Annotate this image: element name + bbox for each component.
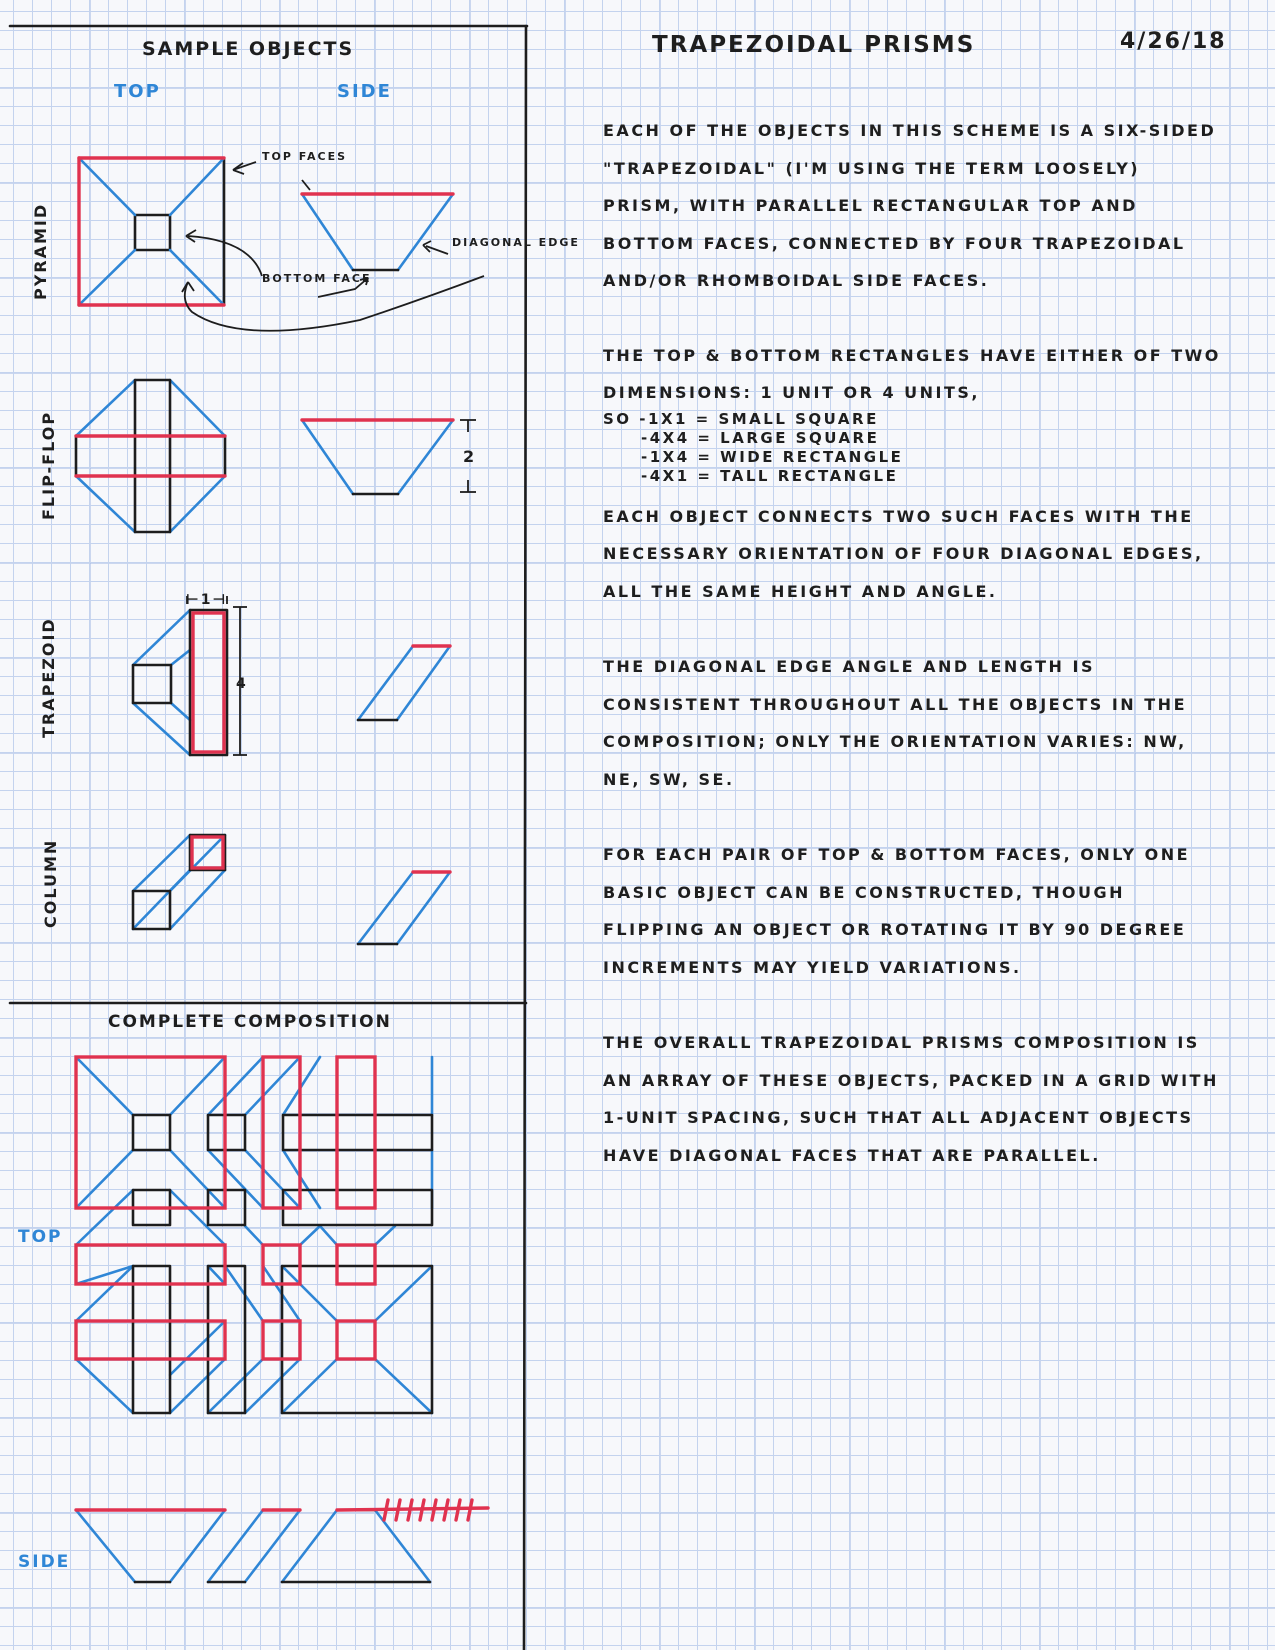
page-dividers	[10, 26, 527, 1650]
composition-top-view	[76, 1057, 432, 1413]
note-paragraph-2: THE TOP & BOTTOM RECTANGLES HAVE EITHER OF TWO DIMENSIONS: 1 UNIT OR 4 UNITS,	[603, 345, 1221, 402]
column-label-side: Side	[337, 81, 392, 102]
note-paragraph-4: THE DIAGONAL EDGE ANGLE AND LENGTH IS CONSISTENT THROUGHOUT ALL THE OBJECTS IN THE COMPOSITION; ONLY THE ORIENTATION VARIES: NW, NE, SW, SE.	[603, 657, 1187, 789]
composition-label-side: Side	[18, 1552, 71, 1572]
composition-side-view	[76, 1500, 488, 1582]
row-label-column: Column	[41, 838, 60, 928]
dimension-item: -4X1 = TALL RECTANGLE	[641, 466, 899, 485]
column-top-view	[133, 835, 225, 929]
column-side-view	[358, 872, 450, 944]
label-top-face: Top Faces	[262, 150, 348, 163]
pyramid-side-view	[302, 194, 453, 270]
label-diagonal-edge: Diagonal Edge	[452, 236, 580, 249]
width-dimension-1: ⊢1⊣	[186, 592, 228, 608]
note-paragraph-6: THE OVERALL TRAPEZOIDAL PRISMS COMPOSITION IS AN ARRAY OF THESE OBJECTS, PACKED IN A GRID WITH 1-UNIT SPACING, SUCH THAT ALL ADJACENT OBJECTS HAVE DIAGONAL FACES THAT ARE PARALLEL.	[603, 1033, 1219, 1165]
pyramid-top-view	[79, 158, 224, 305]
dimension-list	[603, 410, 1223, 486]
flip-flop-side-view	[302, 420, 476, 494]
row-label-trapezoid: Trapezoid	[39, 617, 58, 738]
note-paragraph-1: EACH OF THE OBJECTS IN THIS SCHEME IS A SIX-SIDED "TRAPEZOIDAL" (I'M USING THE TERM LOOSELY) PRISM, WITH PARALLEL RECTANGULAR TOP AND BOTTOM FACES, CONNECTED BY FOUR TRAPEZOIDAL AND/OR RHOMBOIDAL SIDE FACES.	[603, 121, 1217, 290]
sample-objects-title: Sample Objects	[142, 38, 355, 60]
notes-column	[603, 112, 1223, 1212]
dimension-item: -4X4 = LARGE SQUARE	[641, 428, 880, 447]
label-bottom-face: Bottom Face	[262, 272, 372, 285]
height-dimension-4: 4	[236, 676, 248, 692]
dimension-item: SO -1X1 = SMALL SQUARE	[603, 409, 879, 428]
column-label-top: Top	[114, 81, 161, 102]
page-title: Trapezoidal Prisms	[652, 32, 976, 58]
trapezoid-top-view	[133, 592, 248, 755]
note-paragraph-5: FOR EACH PAIR OF TOP & BOTTOM FACES, ONLY ONE BASIC OBJECT CAN BE CONSTRUCTED, THOUGH FLIPPING AN OBJECT OR ROTATING IT BY 90 DEGREE INCREMENTS MAY YIELD VARIATIONS.	[603, 845, 1191, 977]
pyramid-annotations	[182, 150, 580, 331]
page-date: 4/26/18	[1120, 29, 1227, 54]
dimension-item: -1X4 = WIDE RECTANGLE	[641, 447, 904, 466]
note-paragraph-3: EACH OBJECT CONNECTS TWO SUCH FACES WITH THE NECESSARY ORIENTATION OF FOUR DIAGONAL EDGES, ALL THE SAME HEIGHT AND ANGLE.	[603, 506, 1204, 601]
height-dimension-2: 2	[463, 447, 477, 466]
composition-label-top: Top	[18, 1227, 63, 1247]
row-label-flip-flop: Flip-Flop	[39, 410, 58, 520]
composition-title: Complete Composition	[108, 1012, 392, 1032]
row-label-pyramid: Pyramid	[31, 202, 50, 300]
trapezoid-side-view	[358, 646, 450, 720]
flip-flop-top-view	[76, 380, 225, 532]
